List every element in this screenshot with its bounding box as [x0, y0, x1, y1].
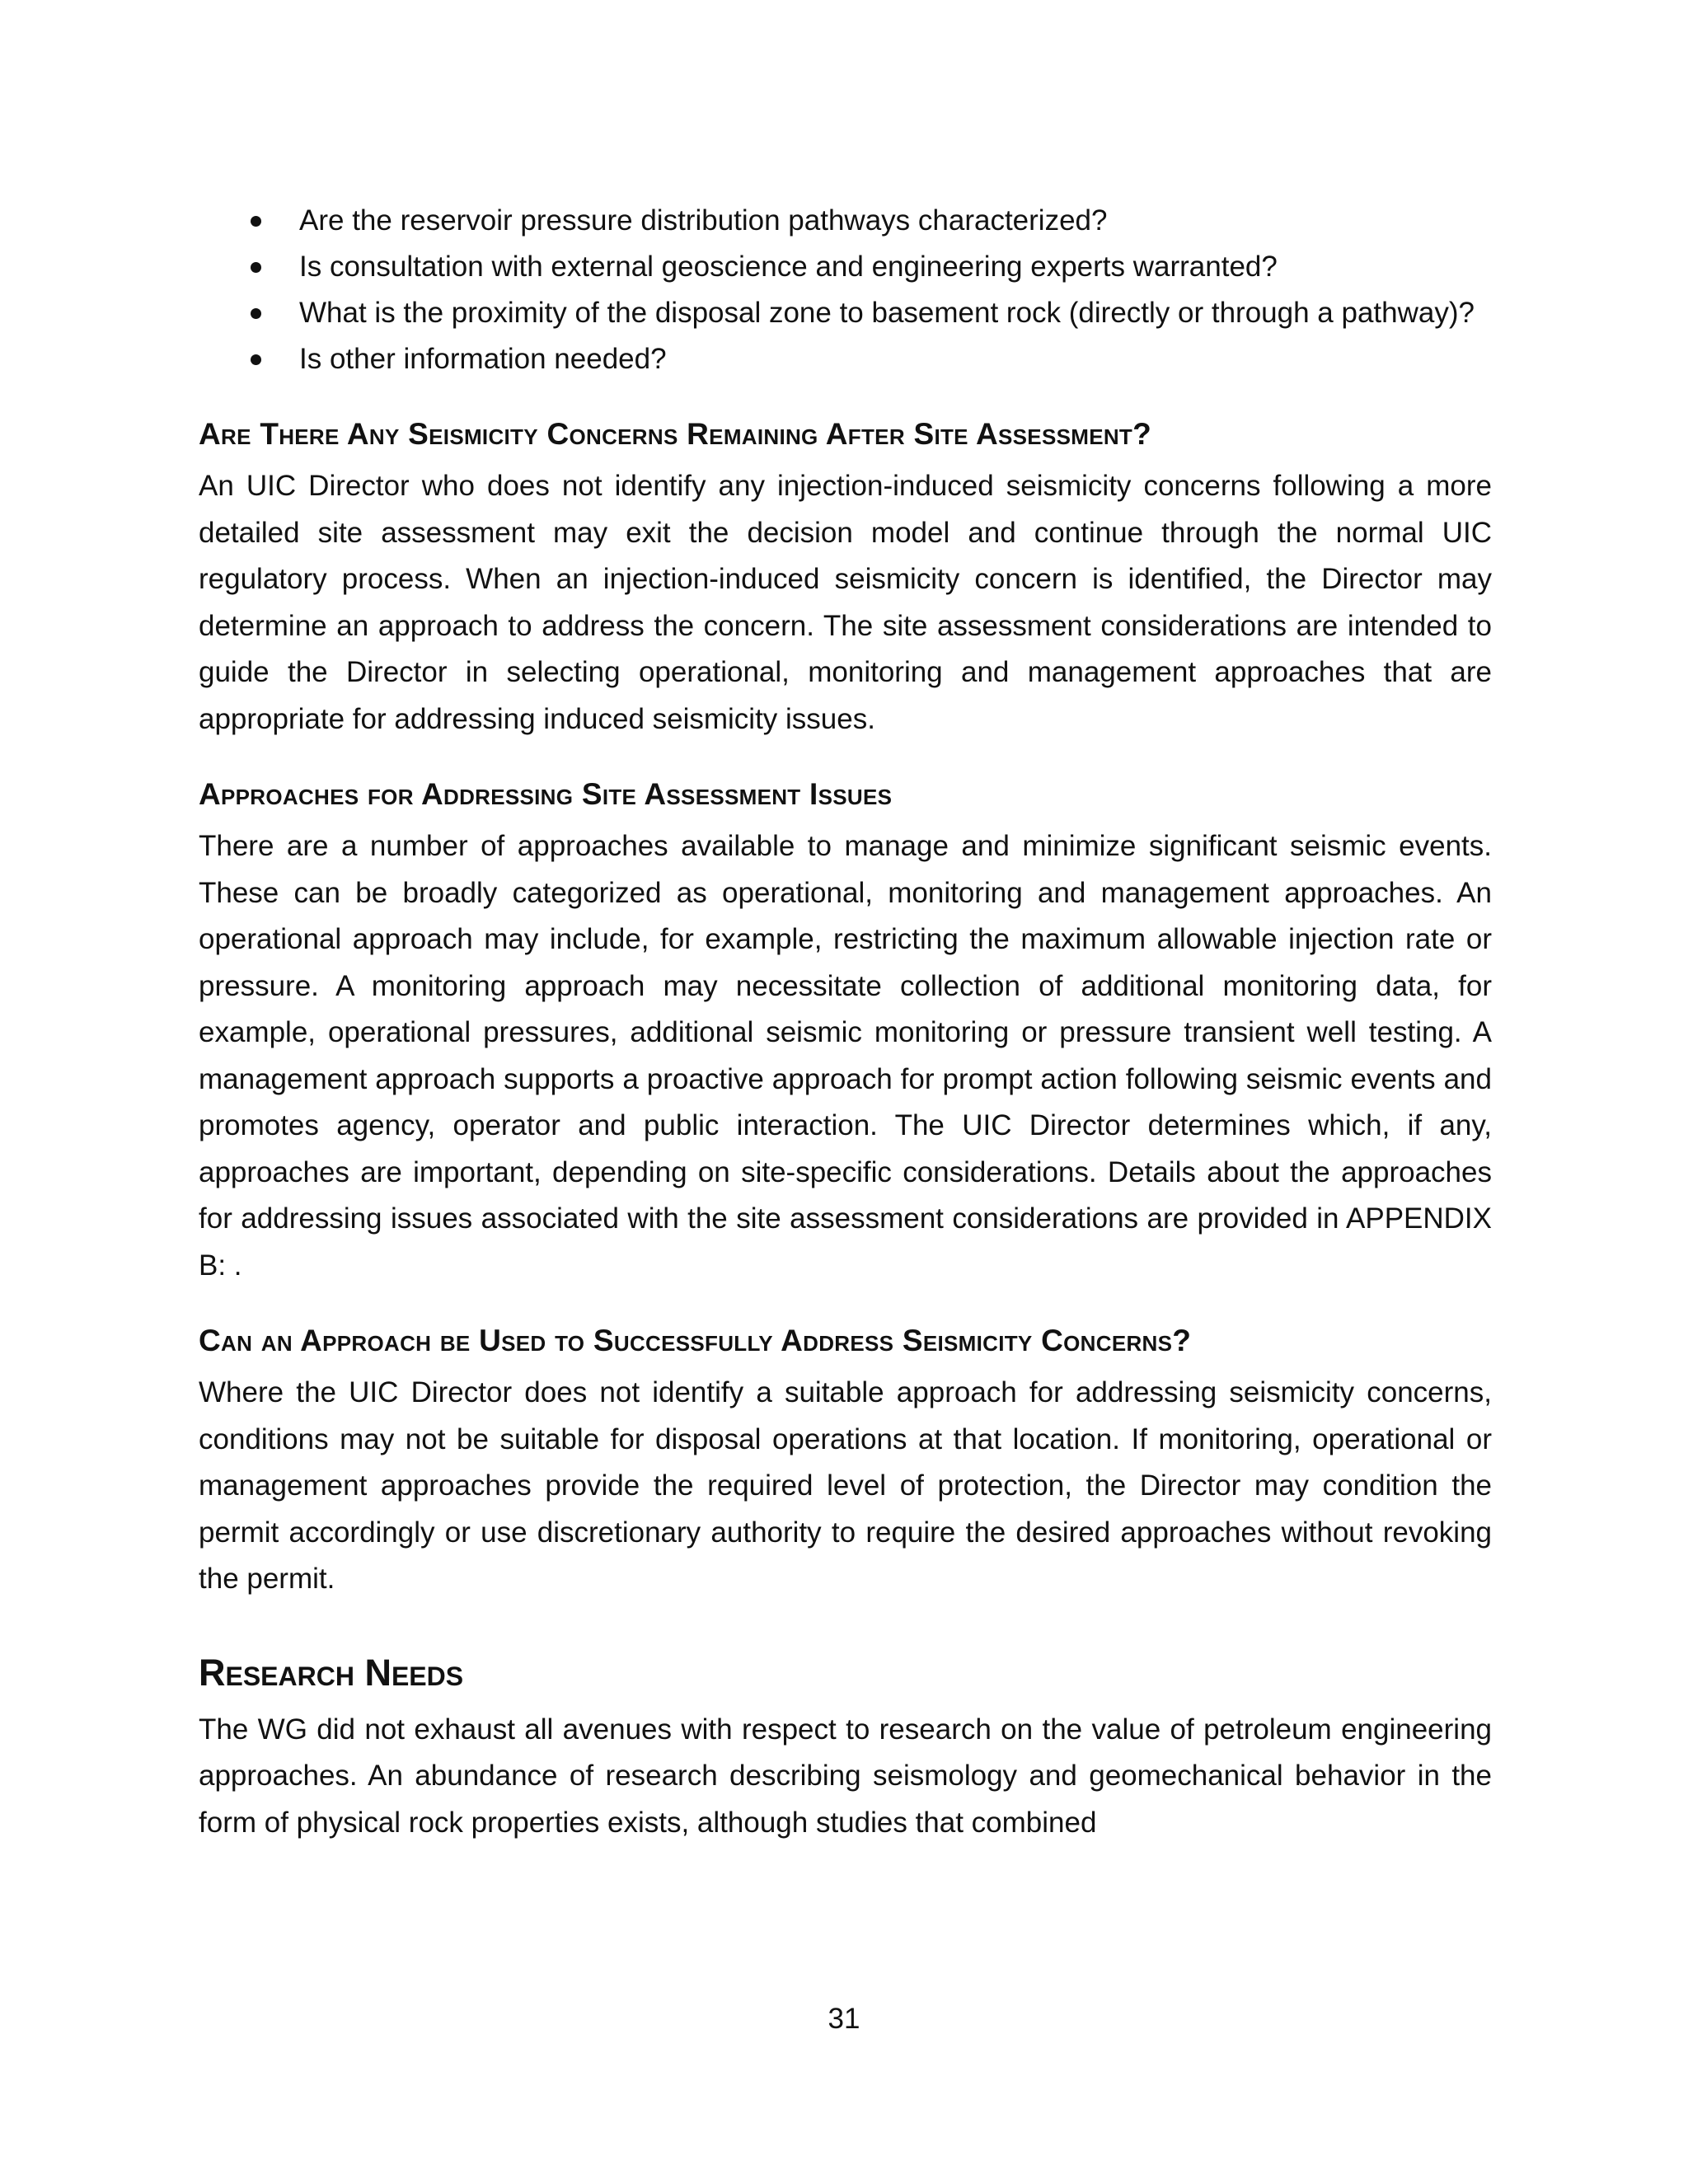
concerns-remaining-heading: Are There Any Seismicity Concerns Remaining After Site Assessment?: [199, 417, 1151, 451]
list-item: [199, 244, 1492, 290]
list-item: [199, 336, 1492, 382]
bullet-icon: [251, 308, 261, 319]
list-item: [199, 198, 1492, 244]
research-needs-heading: Research Needs: [199, 1651, 464, 1694]
bullet-icon: [251, 262, 261, 273]
question-list: [199, 198, 1492, 382]
list-item-text: Is other information needed?: [299, 343, 667, 375]
bullet-icon: [251, 216, 261, 227]
approaches-paragraph: There are a number of approaches available to manage and minimize significant seismic events. These can be broadly categorized as operational, monitoring and management approaches. An operational approach may include, for example, restricting the maximum allowable injection rate or pressure. A monitoring approach may necessitate collection of additional monitoring data, for example, operational pressures, additional seismic monitoring or pressure transient well testing. A management approach supports a proactive approach for prompt action following seismic events and promotes agency, operator and public interaction. The UIC Director determines which, if any, approaches are important, depending on site-specific considerations. Details about the approaches for addressing issues associated with the site assessment considerations are provided in APPENDIX B: .: [199, 830, 1492, 1282]
bullet-icon: [251, 354, 261, 365]
research-needs-paragraph: The WG did not exhaust all avenues with respect to research on the value of petroleum engineering approaches. An abundance of research describing seismology and geomechanical behavior in the form of physical rock properties exists, although studies that combined: [199, 1713, 1492, 1839]
document-page: [199, 198, 1492, 1846]
list-item-text: What is the proximity of the disposal zone to basement rock (directly or through a pathway)?: [299, 297, 1475, 329]
list-item-text: Are the reservoir pressure distribution pathways characterized?: [299, 204, 1108, 237]
successfully-address-heading: Can an Approach be Used to Successfully Address Seismicity Concerns?: [199, 1324, 1192, 1357]
concerns-remaining-paragraph: An UIC Director who does not identify any injection-induced seismicity concerns following a more detailed site assessment may exit the decision model and continue through the normal UIC regulatory process. When an injection-induced seismicity concern is identified, the Director may determine an approach to address the concern. The site assessment considerations are intended to guide the Director in selecting operational, monitoring and management approaches that are appropriate for addressing induced seismicity issues.: [199, 470, 1492, 735]
list-item-text: Is consultation with external geoscience and engineering experts warranted?: [299, 251, 1278, 283]
list-item: [199, 290, 1492, 336]
successfully-address-paragraph: Where the UIC Director does not identify a suitable approach for addressing seismicity concerns, conditions may not be suitable for disposal operations at that location. If monitoring, operational or management approaches provide the required level of protection, the Director may condition the permit accordingly or use discretionary authority to require the desired approaches without revoking the permit.: [199, 1376, 1492, 1595]
page-number: 31: [828, 2003, 860, 2035]
approaches-heading: Approaches for Addressing Site Assessment Issues: [199, 777, 893, 811]
